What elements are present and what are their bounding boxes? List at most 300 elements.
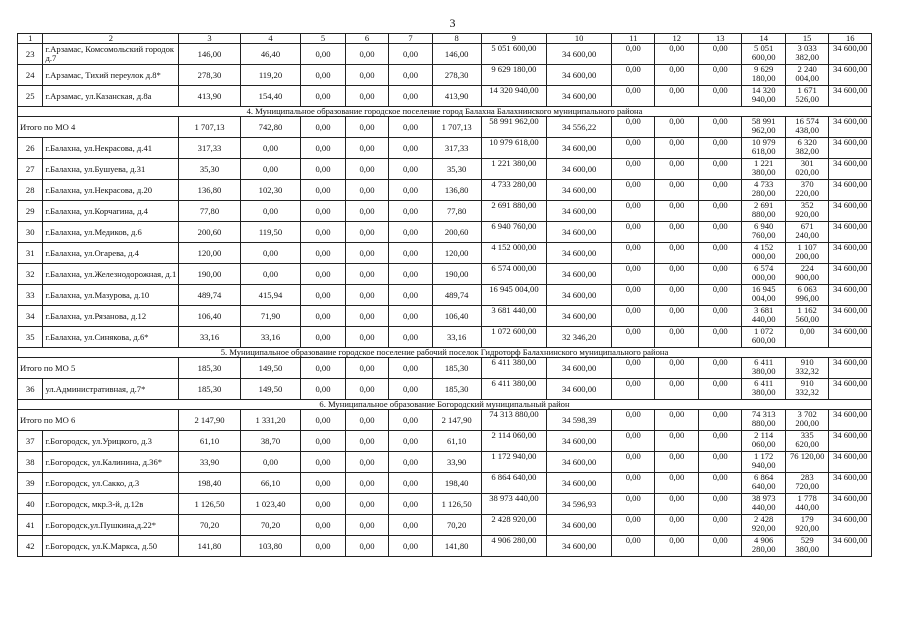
row-number: 28 [18,180,43,201]
row-number: 34 [18,306,43,327]
table-cell: 0,00 [389,86,432,107]
table-cell: 6 864 640,00 [742,473,785,494]
table-row [18,180,872,201]
table-cell: 0,00 [345,264,388,285]
table-cell: 0,00 [345,285,388,306]
table-cell: 0,00 [655,65,698,86]
table-cell: 0,00 [301,494,346,515]
table-cell: 1 778 440,00 [785,494,828,515]
table-cell: 66,10 [240,473,300,494]
address-cell: г.Балахна, ул.Корчагина, д.4 [43,201,179,222]
table-cell: 5 051 600,00 [481,44,547,65]
table-cell: 1 107 200,00 [785,243,828,264]
table-cell: 0,00 [655,243,698,264]
table-cell: 9 629 180,00 [742,65,785,86]
table-cell: 34 600,00 [829,431,872,452]
table-cell: 0,00 [612,473,655,494]
table-cell: 0,00 [301,536,346,557]
table-cell: 0,00 [301,306,346,327]
table-cell: 0,00 [345,494,388,515]
table-cell: 0,00 [612,159,655,180]
table-cell: 0,00 [301,159,346,180]
table-cell: 34 600,00 [547,306,612,327]
table-cell: 154,40 [240,86,300,107]
table-cell: 0,00 [612,515,655,536]
table-cell: 0,00 [301,473,346,494]
table-cell: 1 072 600,00 [742,327,785,348]
table-cell: 4 152 000,00 [481,243,547,264]
table-cell: 34 600,00 [829,180,872,201]
table-cell: 0,00 [240,264,300,285]
column-header: 4 [240,34,300,44]
table-cell: 76 120,00 [785,452,828,473]
table-cell: 106,40 [179,306,241,327]
table-cell: 2 428 920,00 [742,515,785,536]
table-cell: 6 574 000,00 [742,264,785,285]
table-cell: 0,00 [389,515,432,536]
table-cell: 16 945 004,00 [742,285,785,306]
table-cell: 200,60 [179,222,241,243]
address-cell: г.Богородск,ул.Пушкина,д.22* [43,515,179,536]
table-cell: 0,00 [301,201,346,222]
table-cell: 6 411 380,00 [481,379,547,400]
section-header-row [18,400,872,410]
row-number: 24 [18,65,43,86]
table-cell: 70,20 [240,515,300,536]
table-cell: 0,00 [612,494,655,515]
address-cell: г.Богородск, ул.Урицкого, д.3 [43,431,179,452]
total-cell: 34 600,00 [829,117,872,138]
table-cell: 0,00 [301,452,346,473]
total-cell: 149,50 [240,358,300,379]
table-row [18,327,872,348]
table-cell: 3 033 382,00 [785,44,828,65]
table-row [18,473,872,494]
table-cell: 0,00 [655,494,698,515]
table-cell: 0,00 [612,536,655,557]
table-cell: 0,00 [301,327,346,348]
address-cell: г.Балахна, ул.Железнодорожная, д.1 [43,264,179,285]
table-cell: 0,00 [301,138,346,159]
table-cell: 34 600,00 [547,44,612,65]
table-cell: 0,00 [612,222,655,243]
table-cell: 1 172 940,00 [742,452,785,473]
row-number: 36 [18,379,43,400]
table-cell: 0,00 [345,180,388,201]
column-header: 5 [301,34,346,44]
total-cell: 2 147,90 [179,410,241,431]
table-cell: 0,00 [345,201,388,222]
table-cell: 0,00 [655,86,698,107]
total-cell: 0,00 [345,117,388,138]
table-cell: 179 920,00 [785,515,828,536]
data-table [17,33,872,557]
total-cell: 0,00 [698,358,741,379]
table-cell: 317,33 [179,138,241,159]
table-cell: 32 346,20 [547,327,612,348]
table-cell: 61,10 [432,431,481,452]
table-cell: 0,00 [240,138,300,159]
table-cell: 0,00 [612,201,655,222]
total-row [18,410,872,431]
table-cell: 70,20 [432,515,481,536]
table-cell: 2 691 880,00 [481,201,547,222]
table-cell: 77,80 [179,201,241,222]
table-cell: 0,00 [345,159,388,180]
section-title: 4. Муниципальное образование городское поселение город Балахна Балахнинского муниципального района [18,107,872,117]
table-cell: 38,70 [240,431,300,452]
table-cell: 6 320 382,00 [785,138,828,159]
table-cell: 34 600,00 [829,515,872,536]
column-header: 8 [432,34,481,44]
table-cell: 0,00 [698,201,741,222]
total-cell: 6 411 380,00 [481,358,547,379]
table-cell: 14 320 940,00 [742,86,785,107]
table-cell: 4 733 280,00 [742,180,785,201]
table-row [18,494,872,515]
table-cell: 0,00 [612,44,655,65]
address-cell: г.Балахна, ул.Мазурова, д.10 [43,285,179,306]
table-cell: 0,00 [698,86,741,107]
table-cell: 0,00 [698,473,741,494]
header-row [18,34,872,44]
table-cell: 34 600,00 [547,222,612,243]
table-cell: 0,00 [345,327,388,348]
table-cell: 0,00 [389,473,432,494]
table-cell: 0,00 [655,431,698,452]
table-cell: 1 072 600,00 [481,327,547,348]
table-cell: 34 600,00 [547,264,612,285]
total-cell: 0,00 [301,410,346,431]
total-cell: 0,00 [612,117,655,138]
total-cell: 0,00 [698,117,741,138]
total-cell: 2 147,90 [432,410,481,431]
page-number: 3 [449,16,456,30]
table-cell: 120,00 [179,243,241,264]
table-cell: 0,00 [655,180,698,201]
section-header-row [18,107,872,117]
table-cell: 198,40 [432,473,481,494]
total-cell: 0,00 [389,410,432,431]
table-cell: 0,00 [655,379,698,400]
column-header: 9 [481,34,547,44]
table-cell: 0,00 [389,201,432,222]
table-cell: 489,74 [179,285,241,306]
table-cell: 0,00 [345,452,388,473]
table-row [18,243,872,264]
table-cell: 0,00 [655,222,698,243]
table-cell: 0,00 [301,86,346,107]
table-cell: 34 600,00 [829,452,872,473]
address-cell: г.Арзамас, Комсомольский городок д.7 [43,44,179,65]
total-label: Итого по МО 4 [18,117,179,138]
table-cell: 34 600,00 [829,536,872,557]
table-cell: 198,40 [179,473,241,494]
table-cell: 0,00 [612,306,655,327]
row-number: 33 [18,285,43,306]
table-cell: 6 940 760,00 [742,222,785,243]
table-cell: 0,00 [389,327,432,348]
table-cell: 2 428 920,00 [481,515,547,536]
table-cell: 34 600,00 [547,159,612,180]
table-cell: 34 600,00 [547,86,612,107]
table-cell: 34 600,00 [829,473,872,494]
table-cell: 149,50 [240,379,300,400]
row-number: 39 [18,473,43,494]
total-cell: 0,00 [612,358,655,379]
table-row [18,379,872,400]
row-number: 31 [18,243,43,264]
table-cell: 0,00 [655,138,698,159]
table-cell: 0,00 [301,379,346,400]
table-cell: 34 600,00 [547,138,612,159]
table-cell: 61,10 [179,431,241,452]
total-cell: 0,00 [698,410,741,431]
total-cell: 742,80 [240,117,300,138]
table-cell: 0,00 [389,138,432,159]
table-cell: 413,90 [432,86,481,107]
address-cell: ул.Административная, д.7* [43,379,179,400]
table-row [18,431,872,452]
table-cell: 0,00 [655,473,698,494]
total-cell: 0,00 [301,117,346,138]
table-cell: 335 620,00 [785,431,828,452]
table-cell: 35,30 [432,159,481,180]
table-cell: 0,00 [612,452,655,473]
table-cell: 136,80 [179,180,241,201]
total-cell: 1 707,13 [179,117,241,138]
total-cell: 0,00 [612,410,655,431]
table-cell: 34 600,00 [829,201,872,222]
table-cell: 278,30 [179,65,241,86]
table-cell: 34 600,00 [829,44,872,65]
total-cell: 6 411 380,00 [742,358,785,379]
table-cell: 34 600,00 [829,159,872,180]
table-cell: 0,00 [698,379,741,400]
table-cell: 0,00 [345,306,388,327]
table-cell: 34 600,00 [547,243,612,264]
address-cell: г.Балахна, ул.Некрасова, д.20 [43,180,179,201]
table-cell: 0,00 [301,222,346,243]
table-cell: 0,00 [655,327,698,348]
table-cell: 33,90 [179,452,241,473]
total-cell: 34 600,00 [547,358,612,379]
table-cell: 2 114 060,00 [481,431,547,452]
table-cell: 317,33 [432,138,481,159]
table-cell: 34 600,00 [547,473,612,494]
total-cell: 34 600,00 [829,410,872,431]
column-header: 14 [742,34,785,44]
table-cell: 34 600,00 [829,138,872,159]
table-cell: 0,00 [389,264,432,285]
table-cell: 34 600,00 [547,452,612,473]
table-cell: 1 221 380,00 [742,159,785,180]
table-cell: 0,00 [345,222,388,243]
table-cell: 38 973 440,00 [481,494,547,515]
table-cell: 0,00 [698,431,741,452]
table-cell: 119,50 [240,222,300,243]
table-cell: 0,00 [698,515,741,536]
table-cell: 9 629 180,00 [481,65,547,86]
table-cell: 34 600,00 [829,327,872,348]
table-cell: 0,00 [345,431,388,452]
table-cell: 0,00 [301,44,346,65]
table-cell: 0,00 [698,452,741,473]
table-row [18,44,872,65]
total-cell: 58 991 962,00 [481,117,547,138]
table-cell: 0,00 [612,379,655,400]
table-cell: 0,00 [345,65,388,86]
table-cell: 16 945 004,00 [481,285,547,306]
total-row [18,358,872,379]
row-number: 42 [18,536,43,557]
table-cell: 77,80 [432,201,481,222]
table-cell: 413,90 [179,86,241,107]
total-cell: 1 331,20 [240,410,300,431]
row-number: 29 [18,201,43,222]
table-cell: 0,00 [345,243,388,264]
total-cell: 74 313 880,00 [742,410,785,431]
row-number: 40 [18,494,43,515]
table-cell: 6 063 996,00 [785,285,828,306]
row-number: 41 [18,515,43,536]
row-number: 37 [18,431,43,452]
table-cell: 141,80 [432,536,481,557]
address-cell: г.Арзамас, Тихий переулок д.8* [43,65,179,86]
table-cell: 0,00 [655,285,698,306]
table-cell: 190,00 [179,264,241,285]
table-cell: 200,60 [432,222,481,243]
table-cell: 34 600,00 [547,201,612,222]
table-cell: 34 600,00 [547,431,612,452]
row-number: 38 [18,452,43,473]
table-cell: 34 600,00 [829,243,872,264]
table-cell: 0,00 [698,222,741,243]
table-cell: 0,00 [698,264,741,285]
table-cell: 0,00 [612,138,655,159]
table-cell: 224 900,00 [785,264,828,285]
table-row [18,264,872,285]
table-cell: 34 600,00 [829,65,872,86]
table-cell: 352 920,00 [785,201,828,222]
table-cell: 0,00 [655,159,698,180]
table-cell: 3 681 440,00 [742,306,785,327]
section-title: 6. Муниципальное образование Богородский муниципальный район [18,400,872,410]
table-cell: 0,00 [389,285,432,306]
table-cell: 5 051 600,00 [742,44,785,65]
table-cell: 671 240,00 [785,222,828,243]
table-cell: 489,74 [432,285,481,306]
table-cell: 0,00 [389,431,432,452]
column-header: 15 [785,34,828,44]
table-cell: 38 973 440,00 [742,494,785,515]
address-cell: г.Балахна, ул.Медиков, д.6 [43,222,179,243]
table-cell: 0,00 [240,243,300,264]
total-cell: 74 313 880,00 [481,410,547,431]
table-cell: 0,00 [655,44,698,65]
table-cell: 146,00 [432,44,481,65]
table-cell: 190,00 [432,264,481,285]
table-cell: 0,00 [389,159,432,180]
table-cell: 6 574 000,00 [481,264,547,285]
table-cell: 0,00 [389,494,432,515]
table-cell: 0,00 [612,243,655,264]
address-cell: г.Богородск, мкр.3-й, д.12в [43,494,179,515]
table-cell: 0,00 [698,494,741,515]
table-row [18,452,872,473]
total-cell: 185,30 [179,358,241,379]
table-cell: 6 940 760,00 [481,222,547,243]
table-cell: 0,00 [345,536,388,557]
table-cell: 34 600,00 [829,222,872,243]
table-cell: 6 864 640,00 [481,473,547,494]
table-cell: 370 220,00 [785,180,828,201]
table-cell: 283 720,00 [785,473,828,494]
table-cell: 0,00 [345,138,388,159]
table-cell: 0,00 [301,65,346,86]
table-cell: 33,16 [179,327,241,348]
total-row [18,117,872,138]
table-cell: 0,00 [301,515,346,536]
table-cell: 0,00 [345,86,388,107]
table-cell: 0,00 [301,264,346,285]
table-row [18,65,872,86]
table-cell: 0,00 [301,180,346,201]
table-cell: 0,00 [612,180,655,201]
table-cell: 0,00 [389,44,432,65]
table-cell: 0,00 [345,44,388,65]
table-cell: 1 126,50 [432,494,481,515]
table-cell: 0,00 [698,180,741,201]
table-cell: 2 114 060,00 [742,431,785,452]
row-number: 32 [18,264,43,285]
total-cell: 34 600,00 [829,358,872,379]
row-number: 30 [18,222,43,243]
column-header: 2 [43,34,179,44]
total-cell: 58 991 962,00 [742,117,785,138]
table-cell: 0,00 [655,264,698,285]
table-cell: 4 906 280,00 [742,536,785,557]
table-cell: 1 671 526,00 [785,86,828,107]
table-row [18,86,872,107]
table-cell: 46,40 [240,44,300,65]
address-cell: г.Балахна, ул.Рязанова, д.12 [43,306,179,327]
table-row [18,201,872,222]
table-cell: 1 162 560,00 [785,306,828,327]
column-header: 10 [547,34,612,44]
address-cell: г.Богородск, ул.Сакко, д.3 [43,473,179,494]
table-cell: 0,00 [301,243,346,264]
table-cell: 0,00 [612,285,655,306]
total-cell: 3 702 200,00 [785,410,828,431]
table-cell: 70,20 [179,515,241,536]
table-cell: 33,16 [432,327,481,348]
table-cell: 1 172 940,00 [481,452,547,473]
table-cell: 3 681 440,00 [481,306,547,327]
table-cell: 4 733 280,00 [481,180,547,201]
table-cell: 0,00 [698,306,741,327]
table-cell: 0,00 [655,452,698,473]
table-cell: 1 126,50 [179,494,241,515]
table-cell: 136,80 [432,180,481,201]
section-title: 5. Муниципальное образование городское поселение рабочий поселок Гидроторф Балахнинского муниципального района [18,348,872,358]
total-cell: 0,00 [389,358,432,379]
table-cell: 529 380,00 [785,536,828,557]
table-row [18,515,872,536]
address-cell: г.Арзамас, ул.Казанская, д.8а [43,86,179,107]
table-cell: 0,00 [389,222,432,243]
address-cell: г.Балахна, ул.Некрасова, д.41 [43,138,179,159]
